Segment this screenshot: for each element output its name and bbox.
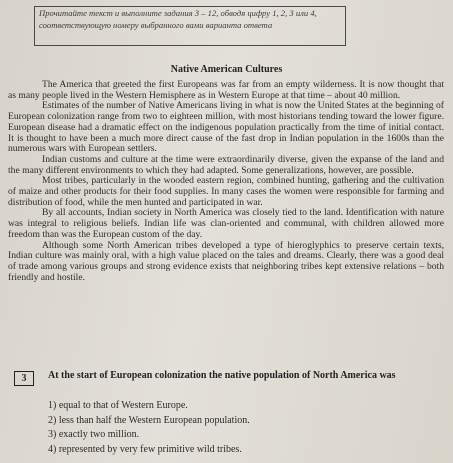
question-number-box: 3 — [14, 371, 34, 386]
paragraph: The America that greeted the first Europeans was far from an empty wilderness. It is now thought that as many people lived in the Western Hemisphere as in Western Europe at that time – about 40 million. — [8, 79, 444, 101]
question-stem: At the start of European colonization the native population of North America was — [48, 370, 396, 381]
answer-option-3[interactable]: 3) exactly two million. — [48, 429, 140, 440]
instruction-box: Прочитайте текст и выполните задания 3 – 12, обводя цифру 1, 2, 3 или 4, соответствующую номеру выбранного вами варианта ответа — [34, 6, 346, 46]
answer-option-2[interactable]: 2) less than half the Western European population. — [48, 414, 250, 426]
answer-option-1[interactable]: 1) equal to that of Western Europe. — [48, 400, 188, 411]
answer-option-4[interactable]: 4) represented by very few primitive wild tribes. — [48, 443, 242, 455]
paragraph: Most tribes, particularly in the wooded eastern region, combined hunting, gathering and the cultivation of maize and other products for their food supplies. In many cases the women were responsible for farming and distribution of food, while the men hunted and participated in war. — [8, 175, 444, 208]
paragraph: Estimates of the number of Native Americans living in what is now the United States at the beginning of European colonization range from two to eighteen million, with most historians tending toward the lower figure. European disease had a dramatic effect on the indigenous population practically from the time of initial contact. It is thought to have been a much more direct cause of the fast drop in Indian population in the 1600s than the numerous wars with European settlers. — [8, 100, 444, 155]
reading-text — [8, 80, 444, 283]
paragraph: Although some North American tribes developed a type of hieroglyphics to preserve certain texts, Indian culture was mainly oral, with a high value placed on the tales and dreams. Clearly, there was a good deal of trade among various groups and strong evidence exists that neighboring tribes kept extensive relations – both friendly and hostile. — [8, 239, 444, 283]
text-title: Native American Cultures — [170, 64, 283, 75]
paragraph: By all accounts, Indian society in North America was closely tied to the land. Identification with nature was integral to religious beliefs. Indian life was clan-oriented and communal, with children allowed more freedom than was the European custom of the day. — [8, 207, 444, 240]
paragraph: Indian customs and culture at the time were extraordinarily diverse, given the expanse of the land and the many different environments to which they had adapted. Some generalizations, however, are possible. — [8, 153, 444, 176]
answer-options — [48, 399, 440, 457]
